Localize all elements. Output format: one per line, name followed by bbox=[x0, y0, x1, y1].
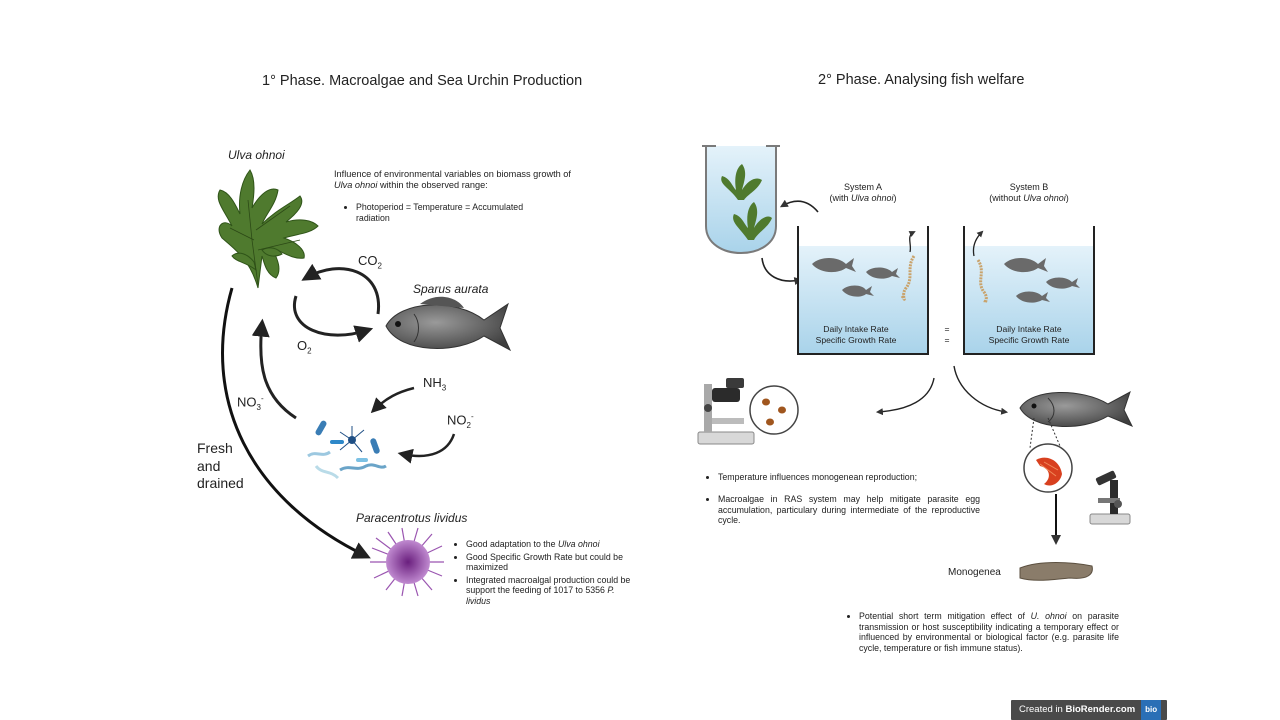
nh3-arrow bbox=[374, 388, 414, 410]
created-in-text: Created in bbox=[1019, 704, 1066, 715]
co2-text: CO bbox=[358, 253, 378, 268]
stereo-microscope-left bbox=[698, 378, 754, 444]
equals-signs bbox=[940, 324, 954, 345]
phase2-title: 2° Phase. Analysing fish welfare bbox=[818, 72, 1025, 88]
tank-b-line2: Specific Growth Rate bbox=[988, 334, 1070, 345]
influence-text bbox=[334, 169, 584, 191]
ulva-ohnoi-label: Ulva ohnoi bbox=[228, 148, 285, 162]
tank-b-metrics bbox=[971, 324, 1087, 345]
monogenea-label: Monogenea bbox=[948, 567, 1001, 578]
final-bullet bbox=[859, 611, 1119, 653]
co2-label bbox=[358, 253, 382, 271]
no3-text: NO bbox=[237, 394, 257, 410]
macroalgae-bullet: • Macroalgae in RAS system may help mitigate parasite egg accumulation, particulary during intermediate of the reproductive cycle. bbox=[718, 494, 980, 526]
o2-label bbox=[297, 338, 312, 356]
gill-magnified bbox=[1024, 444, 1072, 492]
temperature-bullet: • Temperature influences monogenean reproduction; bbox=[718, 472, 980, 483]
to-fish-arrow bbox=[954, 366, 1006, 412]
tank-a-line1: Daily Intake Rate bbox=[823, 324, 889, 334]
system-b-line1: System B bbox=[1009, 182, 1049, 192]
phase1-title: 1° Phase. Macroalgae and Sea Urchin Production bbox=[262, 73, 583, 89]
bullet3-species: P. lividus bbox=[466, 585, 615, 606]
system-b-species: Ulva ohnoi bbox=[1023, 193, 1066, 203]
nh3-text: NH bbox=[423, 375, 442, 390]
sea-urchin bbox=[370, 528, 444, 596]
fresh-line2: and bbox=[197, 457, 221, 474]
paracentrotus-label: Paracentrotus lividus bbox=[356, 511, 468, 525]
equals-2: = bbox=[944, 334, 950, 345]
no2-text: NO bbox=[447, 412, 467, 428]
tank-a-line2: Specific Growth Rate bbox=[815, 334, 897, 345]
tank-b-line1: Daily Intake Rate bbox=[996, 324, 1062, 334]
influence-text-species: Ulva ohnoi bbox=[334, 180, 378, 190]
no2-sup: - bbox=[470, 412, 474, 421]
final-bullet-b: on parasite transmission or host susceptibility indicating a temporary effect or influenced by environmental or biological factor (e.g. parasite life cycle, temperature or fish immune status). bbox=[859, 611, 1120, 653]
urchin-bullet-2: • Good Specific Growth Rate but could be maximized bbox=[466, 552, 640, 573]
co2-sub: 2 bbox=[377, 261, 382, 271]
photoperiod-bullet: • Photoperiod = Temperature = Accumulated radiation bbox=[356, 202, 544, 223]
equals-1: = bbox=[944, 324, 950, 334]
fresh-line3: drained bbox=[197, 475, 244, 491]
tank-a-metrics bbox=[798, 324, 914, 345]
no2-label bbox=[447, 412, 474, 430]
system-b-line2 bbox=[969, 193, 1089, 204]
fresh-drained-arrow bbox=[223, 288, 366, 556]
fresh-drained-label bbox=[197, 440, 244, 493]
o2-cycle-arrow bbox=[294, 296, 368, 335]
influence-text-b: within the observed range: bbox=[377, 180, 488, 190]
final-list bbox=[847, 611, 1119, 655]
system-a-line2-a: (with bbox=[829, 193, 851, 203]
urchin-bullet-1 bbox=[466, 539, 640, 550]
system-a-species: Ulva ohnoi bbox=[850, 193, 894, 203]
to-microscope-arrow bbox=[878, 378, 934, 412]
photoperiod-list bbox=[344, 202, 544, 225]
bullet1-text: Good adaptation to the bbox=[466, 539, 558, 549]
no2-arrow bbox=[402, 434, 454, 456]
temperature-list bbox=[706, 472, 980, 485]
nh3-label bbox=[423, 375, 446, 393]
bullet1-species: Ulva ohnoi bbox=[557, 539, 600, 549]
sparus-aurata-fish bbox=[386, 297, 510, 350]
biorender-brand: BioRender.com bbox=[1065, 704, 1136, 715]
no3-sub: 3 bbox=[256, 402, 261, 412]
macroalgae-list bbox=[706, 494, 980, 528]
urchin-bullets bbox=[454, 539, 640, 608]
nitrifying-bacteria bbox=[308, 420, 386, 478]
system-a-label bbox=[808, 182, 918, 204]
system-a-line2 bbox=[808, 193, 918, 204]
urchin-bullet-3 bbox=[466, 575, 640, 607]
o2-text: O bbox=[297, 338, 308, 353]
system-a-line1: System A bbox=[843, 182, 882, 192]
system-b-line2-b: ) bbox=[1065, 193, 1069, 203]
parasite-eggs-magnified bbox=[750, 386, 798, 434]
final-bullet-a: Potential short term mitigation effect of bbox=[859, 611, 1031, 621]
co2-cycle-arrow bbox=[306, 269, 379, 314]
no3-sup: - bbox=[260, 394, 264, 403]
system-b-label bbox=[969, 182, 1089, 204]
sparus-aurata-label: Sparus aurata bbox=[413, 282, 489, 296]
fresh-line1: Fresh bbox=[197, 440, 233, 456]
no3-label bbox=[237, 394, 264, 412]
system-b-line2-a: (without bbox=[989, 193, 1024, 203]
microscope-right bbox=[1090, 470, 1130, 524]
no2-sub: 2 bbox=[466, 420, 471, 430]
bullet3-text: Integrated macroalgal production could be support the feeding of 1017 to 5356 bbox=[466, 574, 631, 595]
no3-arrow bbox=[261, 324, 296, 418]
ulva-ohnoi-algae bbox=[218, 170, 318, 288]
analysed-fish bbox=[1020, 392, 1132, 426]
final-bullet-species: U. ohnoi bbox=[1030, 611, 1067, 621]
o2-sub: 2 bbox=[307, 346, 312, 356]
system-a-line2-b: ) bbox=[893, 193, 897, 203]
influence-text-a: Influence of environmental variables on biomass growth of bbox=[334, 169, 571, 179]
nh3-sub: 3 bbox=[441, 383, 447, 393]
algae-to-tankA-arrow bbox=[762, 258, 800, 281]
bio-logo: bio bbox=[1141, 700, 1161, 720]
biorender-badge[interactable] bbox=[1011, 700, 1167, 720]
monogenea-worm bbox=[1020, 563, 1092, 581]
